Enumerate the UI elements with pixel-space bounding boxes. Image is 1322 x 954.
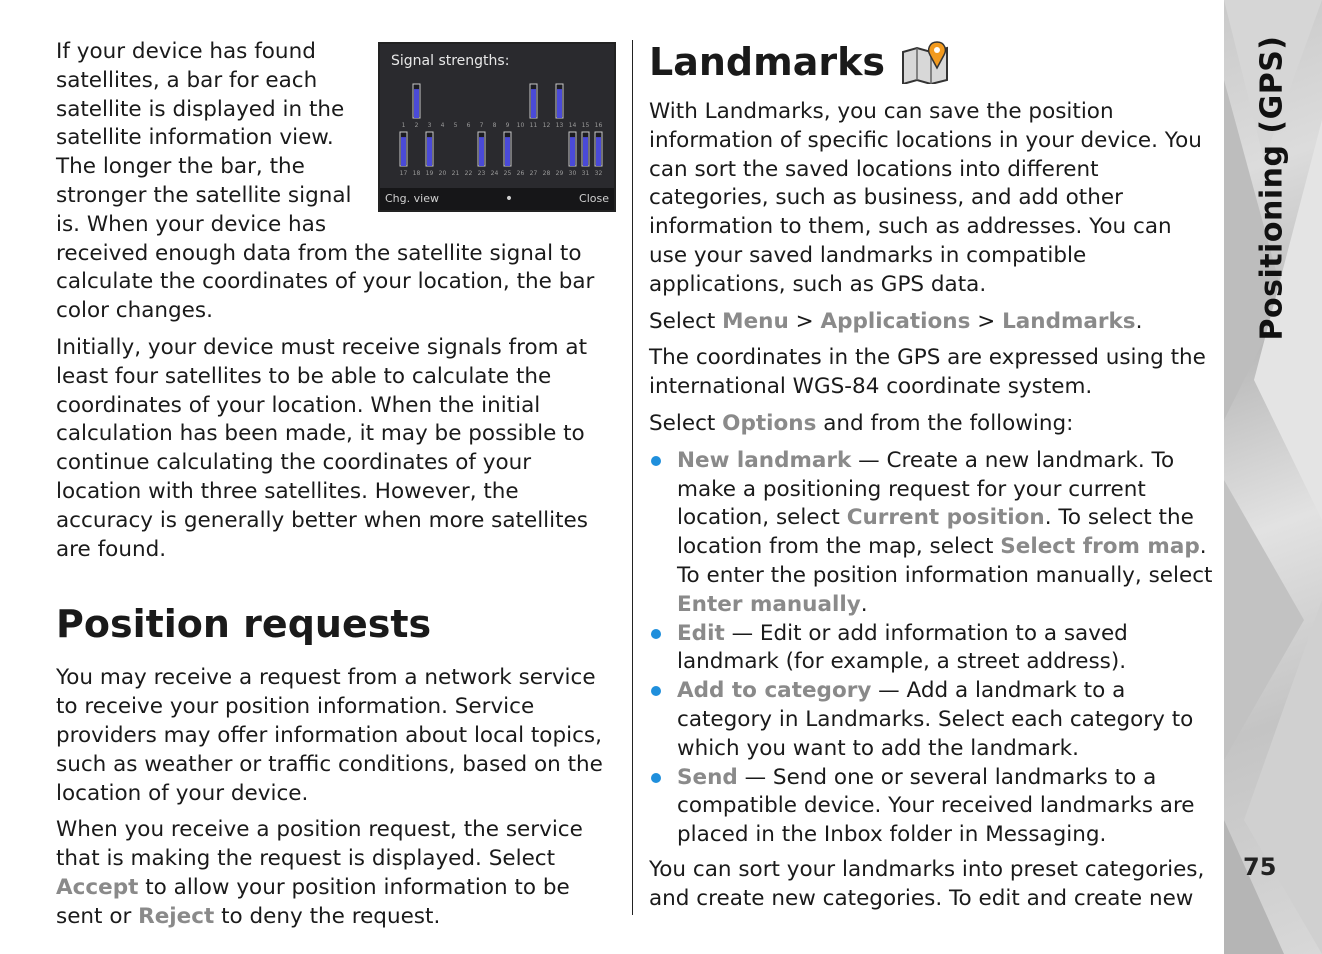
change-view-softkey[interactable]: Chg. view — [385, 192, 439, 205]
right-column — [649, 38, 1213, 922]
bottom-bar-30 — [570, 137, 575, 166]
top-bar-slot-15 — [582, 84, 589, 118]
list-item: Send — Send one or several landmarks to a compatible device. Your received landmarks are placed in the Inbox folder in Messaging. — [649, 764, 1213, 850]
bottom-bar-slot-26 — [517, 132, 524, 166]
signal-strengths-screenshot — [378, 42, 616, 212]
top-label-7: 7 — [479, 122, 484, 129]
landmarks-heading — [649, 40, 1213, 84]
close-softkey[interactable]: Close — [579, 192, 609, 205]
select-from-map-keyword: Select from map — [1000, 534, 1200, 560]
new-landmark-keyword: New landmark — [677, 447, 852, 473]
top-label-13: 13 — [555, 122, 564, 129]
top-label-12: 12 — [542, 122, 551, 129]
top-label-1: 1 — [401, 122, 406, 129]
coordinates-paragraph: The coordinates in the GPS are expressed using the international WGS-84 coordinate system. — [649, 345, 1206, 400]
categories-paragraph: You can sort your landmarks into preset categories, and create new categories. To edit and create new — [649, 856, 1205, 911]
send-keyword: Send — [677, 764, 738, 790]
landmarks-heading-text: Landmarks — [649, 40, 885, 84]
add-to-category-keyword: Add to category — [677, 678, 872, 704]
bottom-label-27: 27 — [529, 170, 538, 177]
bottom-bar-slot-28 — [543, 132, 550, 166]
bottom-bar-31 — [583, 137, 588, 166]
top-bar-2 — [414, 89, 419, 118]
top-label-16: 16 — [594, 122, 603, 129]
landmarks-intro-paragraph: With Landmarks, you can save the position information of specific locations in your device. You can sort the saved locations into different categories, such as business, and add other information to them, such as addresses. You can use your saved landmarks in compatible applications, such as GPS data. — [649, 99, 1202, 297]
top-label-15: 15 — [581, 122, 590, 129]
position-requests-paragraph: You may receive a request from a network service to receive your position information. Service providers may offer information about local topics, such as weather or traffic conditions, based on the location of your device. — [56, 665, 603, 806]
menu-path-paragraph: Select Menu > Applications > Landmarks. — [649, 308, 1143, 334]
top-label-8: 8 — [492, 122, 497, 129]
bottom-bar-slot-18 — [413, 132, 420, 166]
bottom-bar-32 — [596, 137, 601, 166]
bottom-bar-slot-27 — [530, 132, 537, 166]
bottom-label-18: 18 — [412, 170, 421, 177]
bottom-bar-slot-20 — [439, 132, 446, 166]
softkey-bar — [380, 188, 614, 210]
top-bar-11 — [531, 89, 536, 118]
page-number: 75 — [1243, 853, 1277, 881]
bottom-bar-slot-29 — [556, 132, 563, 166]
enter-manually-keyword: Enter manually — [677, 591, 861, 617]
edit-keyword: Edit — [677, 620, 725, 646]
bottom-label-19: 19 — [425, 170, 434, 177]
bottom-label-22: 22 — [464, 170, 473, 177]
bottom-label-32: 32 — [594, 170, 603, 177]
top-label-10: 10 — [516, 122, 525, 129]
bottom-label-25: 25 — [503, 170, 512, 177]
left-column — [56, 38, 618, 940]
top-label-6: 6 — [466, 122, 471, 129]
top-bar-slot-6 — [465, 84, 472, 118]
softkey-dot-icon: • — [504, 191, 514, 207]
bottom-label-23: 23 — [477, 170, 486, 177]
top-bar-13 — [557, 89, 562, 118]
bottom-label-28: 28 — [542, 170, 551, 177]
intro-paragraph: If your device has found satellites, a bar for each satellite is displayed in the satellite information view. The longer the bar, the stronger the satellite signal is. When your device has received enough data from the satellite signal to calculate the coordinates of your location, the bar color changes. — [56, 39, 595, 324]
bottom-label-31: 31 — [581, 170, 590, 177]
list-item: Edit — Edit or add information to a saved landmark (for example, a street address). — [649, 620, 1213, 678]
bottom-bar-slot-22 — [465, 132, 472, 166]
top-label-11: 11 — [529, 122, 538, 129]
bottom-label-30: 30 — [568, 170, 577, 177]
bottom-bar-23 — [479, 137, 484, 166]
list-item: New landmark — Create a new landmark. To make a positioning request for your current location, select Current position. To select the location from the map, select Select from map. To enter the position information manually, select Enter manually. — [649, 447, 1213, 620]
landmarks-keyword: Landmarks — [1002, 308, 1136, 334]
bottom-bar-19 — [427, 137, 432, 166]
top-label-4: 4 — [440, 122, 445, 129]
bottom-label-29: 29 — [555, 170, 564, 177]
applications-keyword: Applications — [820, 308, 971, 334]
top-bar-slot-14 — [569, 84, 576, 118]
bottom-bar-slot-24 — [491, 132, 498, 166]
top-bar-slot-8 — [491, 84, 498, 118]
bottom-label-21: 21 — [451, 170, 460, 177]
bottom-bar-17 — [401, 137, 406, 166]
top-bar-slot-9 — [504, 84, 511, 118]
top-label-2: 2 — [414, 122, 419, 129]
satellite-paragraph: Initially, your device must receive signals from at least four satellites to be able to calculate the coordinates of your location. When the initial calculation has been made, it may be possible to continue calculating the coordinates of your location with three satellites. However, the accuracy is generally better when more satellites are found. — [56, 334, 588, 562]
bottom-bar-slot-21 — [452, 132, 459, 166]
signal-strengths-title: Signal strengths: — [391, 53, 510, 69]
options-keyword: Options — [722, 410, 817, 436]
accept-keyword: Accept — [56, 874, 139, 900]
options-paragraph: Select Options and from the following: — [649, 410, 1074, 436]
top-label-9: 9 — [505, 122, 510, 129]
list-item: Add to category — Add a landmark to a category in Landmarks. Select each category to which you want to add the landmark. — [649, 677, 1213, 763]
menu-keyword: Menu — [722, 308, 789, 334]
top-bar-slot-16 — [595, 84, 602, 118]
bottom-bar-25 — [505, 137, 510, 166]
current-position-keyword: Current position — [846, 505, 1045, 531]
options-list — [649, 447, 1213, 850]
signal-bars-chart — [380, 70, 614, 190]
top-bar-slot-3 — [426, 84, 433, 118]
top-label-5: 5 — [453, 122, 458, 129]
bottom-label-26: 26 — [516, 170, 525, 177]
accept-reject-paragraph: When you receive a position request, the service that is making the request is displayed. Select Accept to allow your position information to be sent or Reject to deny the request. — [56, 817, 583, 929]
section-title: Positioning (GPS) — [1254, 35, 1290, 341]
top-bar-slot-7 — [478, 84, 485, 118]
top-bar-slot-10 — [517, 84, 524, 118]
position-requests-heading: Position requests — [56, 602, 432, 647]
top-bar-slot-5 — [452, 84, 459, 118]
top-label-14: 14 — [568, 122, 577, 129]
bottom-label-24: 24 — [490, 170, 499, 177]
top-bar-slot-4 — [439, 84, 446, 118]
top-label-3: 3 — [427, 122, 432, 129]
landmarks-app-icon — [901, 40, 951, 84]
top-bar-slot-12 — [543, 84, 550, 118]
bottom-label-17: 17 — [399, 170, 408, 177]
reject-keyword: Reject — [138, 903, 215, 929]
top-bar-slot-1 — [400, 84, 407, 118]
bottom-label-20: 20 — [438, 170, 447, 177]
column-divider — [632, 40, 633, 915]
